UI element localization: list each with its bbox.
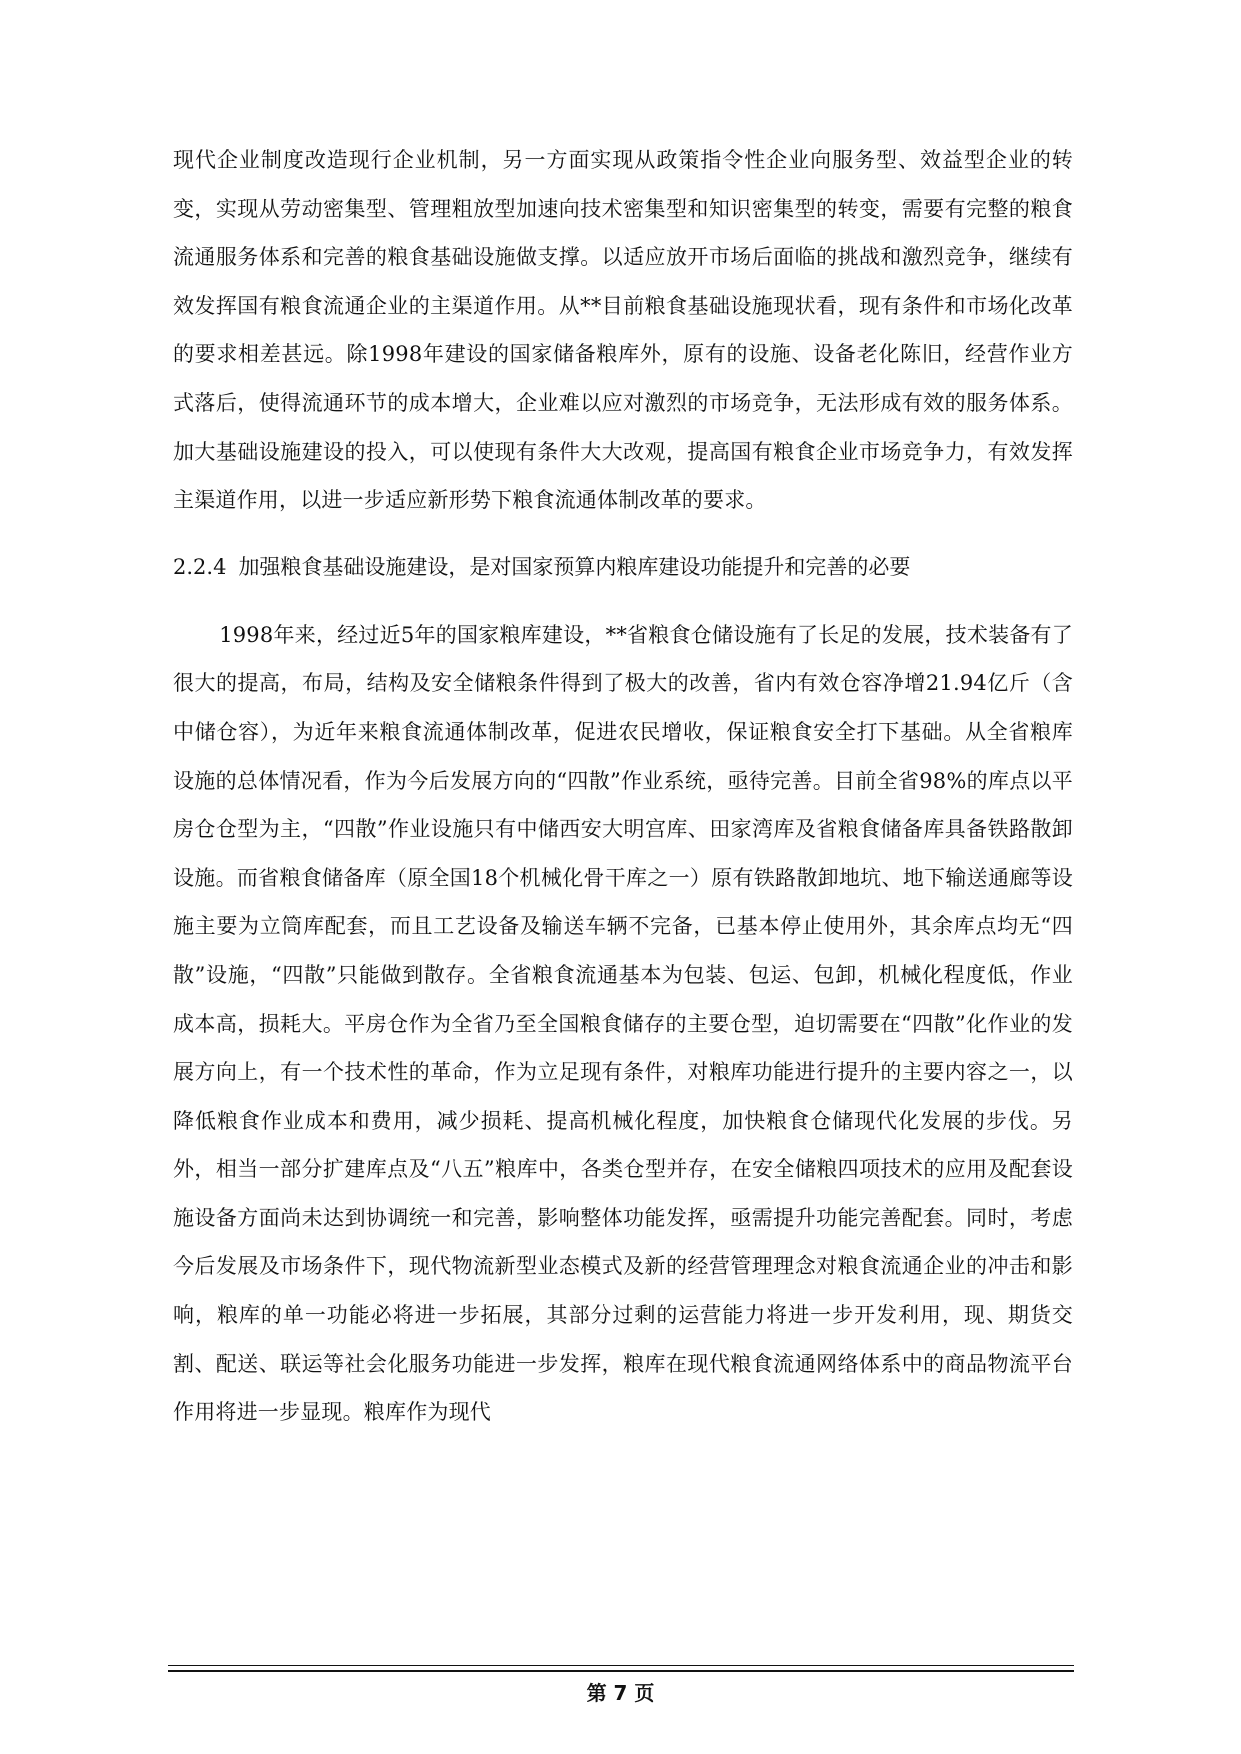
section-number: 2.2.4 (173, 554, 227, 579)
footer-rule-thin (168, 1665, 1074, 1666)
section-heading (173, 543, 1073, 591)
page-content (173, 136, 1073, 1437)
footer-rule-thick (168, 1670, 1074, 1672)
body-paragraph-2: 1998年来，经过近5年的国家粮库建设，**省粮食仓储设施有了长足的发展，技术装备有了很大的提高，布局，结构及安全储粮条件得到了极大的改善，省内有效仓容净增21.94亿斤（含中储仓容），为近年来粮食流通体制改革，促进农民增收，保证粮食安全打下基础。从全省粮库设施的总体情况看，作为今后发展方向的“四散”作业系统，亟待完善。目前全省98%的库点以平房仓仓型为主，“四散”作业设施只有中储西安大明宫库、田家湾库及省粮食储备库具备铁路散卸设施。而省粮食储备库（原全国18个机械化骨干库之一）原有铁路散卸地坑、地下输送通廊等设施主要为立筒库配套，而且工艺设备及输送车辆不完备，已基本停止使用外，其余库点均无“四散”设施，“四散”只能做到散存。全省粮食流通基本为包装、包运、包卸，机械化程度低，作业成本高，损耗大。平房仓作为全省乃至全国粮食储存的主要仓型，迫切需要在“四散”化作业的发展方向上，有一个技术性的革命，作为立足现有条件，对粮库功能进行提升的主要内容之一，以降低粮食作业成本和费用，减少损耗、提高机械化程度，加快粮食仓储现代化发展的步伐。另外，相当一部分扩建库点及“八五”粮库中，各类仓型并存，在安全储粮四项技术的应用及配套设施设备方面尚未达到协调统一和完善，影响整体功能发挥，亟需提升功能完善配套。同时，考虑今后发展及市场条件下，现代物流新型业态模式及新的经营管理理念对粮食流通企业的冲击和影响，粮库的单一功能必将进一步拓展，其部分过剩的运营能力将进一步开发利用，现、期货交割、配送、联运等社会化服务功能进一步发挥，粮库在现代粮食流通网络体系中的商品物流平台作用将进一步显现。粮库作为现代 (173, 622, 1073, 1425)
page-number: 第 7 页 (586, 1681, 655, 1705)
section-title: 加强粮食基础设施建设，是对国家预算内粮库建设功能提升和完善的必要 (238, 554, 911, 579)
body-paragraph-1: 现代企业制度改造现行企业机制，另一方面实现从政策指令性企业向服务型、效益型企业的转变，实现从劳动密集型、管理粗放型加速向技术密集型和知识密集型的转变，需要有完整的粮食流通服务体系和完善的粮食基础设施做支撑。以适应放开市场后面临的挑战和激烈竞争，继续有效发挥国有粮食流通企业的主渠道作用。从**目前粮食基础设施现状看，现有条件和市场化改革的要求相差甚远。除1998年建设的国家储备粮库外，原有的设施、设备老化陈旧，经营作业方式落后，使得流通环节的成本增大，企业难以应对激烈的市场竞争，无法形成有效的服务体系。加大基础设施建设的投入，可以使现有条件大大改观，提高国有粮食企业市场竞争力，有效发挥主渠道作用，以进一步适应新形势下粮食流通体制改革的要求。 (173, 148, 1073, 513)
